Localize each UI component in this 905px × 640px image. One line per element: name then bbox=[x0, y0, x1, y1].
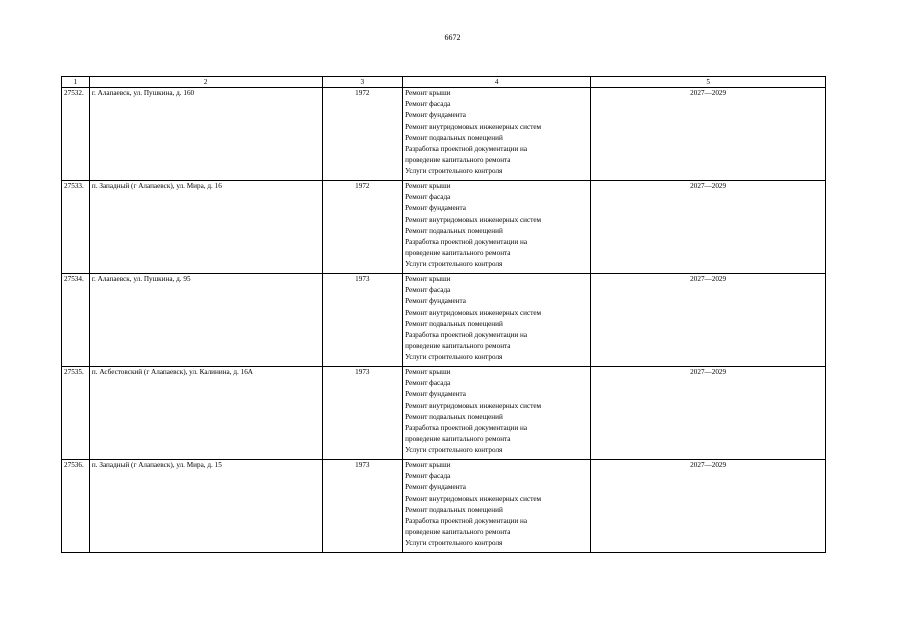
address-cell: п. Западный (г Алапаевск), ул. Мира, д. 16 bbox=[89, 181, 322, 274]
works-cell bbox=[403, 88, 591, 181]
work-item: Ремонт фундамента bbox=[405, 204, 466, 213]
period-cell: 2027—2029 bbox=[591, 88, 826, 181]
year-cell: 1973 bbox=[322, 274, 403, 367]
period-cell: 2027—2029 bbox=[591, 367, 826, 460]
work-item: Ремонт крыши bbox=[405, 182, 451, 190]
work-item: Разработка проектной документации на bbox=[405, 145, 528, 154]
column-header: 4 bbox=[403, 77, 591, 88]
row-number: 27536. bbox=[62, 460, 90, 553]
work-item: Разработка проектной документации на bbox=[405, 517, 528, 526]
work-item: Ремонт внутридомовых инженерных систем bbox=[405, 401, 542, 410]
work-item: проведение капитального ремонта bbox=[405, 249, 511, 258]
table-row bbox=[62, 460, 826, 553]
work-item: Разработка проектной документации на bbox=[405, 424, 528, 433]
work-item: Ремонт крыши bbox=[405, 368, 451, 376]
row-number: 27532. bbox=[62, 88, 90, 181]
year-cell: 1972 bbox=[322, 88, 403, 181]
work-item: Ремонт крыши bbox=[405, 461, 451, 469]
page-number: 6672 bbox=[444, 33, 461, 42]
work-item: Ремонт фундамента bbox=[405, 297, 466, 306]
work-item: Ремонт фундамента bbox=[405, 390, 466, 399]
work-item: проведение капитального ремонта bbox=[405, 528, 511, 537]
table-row bbox=[62, 88, 826, 181]
work-item: Ремонт фасада bbox=[405, 379, 451, 388]
work-item: Ремонт фундамента bbox=[405, 483, 466, 492]
work-item: Ремонт внутридомовых инженерных систем bbox=[405, 122, 542, 131]
column-header: 3 bbox=[322, 77, 403, 88]
table-row bbox=[62, 181, 826, 274]
period-cell: 2027—2029 bbox=[591, 181, 826, 274]
work-item: Услуги строительного контроля bbox=[405, 167, 503, 176]
work-item: Ремонт фасада bbox=[405, 193, 451, 202]
work-item: Ремонт внутридомовых инженерных систем bbox=[405, 494, 542, 503]
work-item: проведение капитального ремонта bbox=[405, 435, 511, 444]
address-cell: п. Западный (г Алапаевск), ул. Мира, д. 15 bbox=[89, 460, 322, 553]
period-cell: 2027—2029 bbox=[591, 274, 826, 367]
work-item: Ремонт крыши bbox=[405, 89, 451, 97]
table-row bbox=[62, 274, 826, 367]
year-cell: 1973 bbox=[322, 460, 403, 553]
period-cell: 2027—2029 bbox=[591, 460, 826, 553]
column-header: 2 bbox=[89, 77, 322, 88]
work-item: Услуги строительного контроля bbox=[405, 260, 503, 269]
header-row bbox=[62, 77, 826, 88]
year-cell: 1972 bbox=[322, 181, 403, 274]
row-number: 27533. bbox=[62, 181, 90, 274]
work-item: Услуги строительного контроля bbox=[405, 446, 503, 455]
work-item: Услуги строительного контроля bbox=[405, 353, 503, 362]
work-item: Ремонт подвальных помещений bbox=[405, 505, 503, 514]
work-item: Ремонт крыши bbox=[405, 275, 451, 283]
repair-schedule-table bbox=[61, 76, 826, 553]
works-cell bbox=[403, 367, 591, 460]
address-cell: г. Алапаевск, ул. Пушкина, д. 95 bbox=[89, 274, 322, 367]
work-item: Ремонт подвальных помещений bbox=[405, 319, 503, 328]
work-item: Ремонт подвальных помещений bbox=[405, 133, 503, 142]
row-number: 27535. bbox=[62, 367, 90, 460]
work-item: Ремонт подвальных помещений bbox=[405, 226, 503, 235]
address-cell: г. Алапаевск, ул. Пушкина, д. 160 bbox=[89, 88, 322, 181]
work-item: Ремонт фасада bbox=[405, 472, 451, 481]
address-cell: п. Асбестовский (г Алапаевск), ул. Калинина, д. 16А bbox=[89, 367, 322, 460]
column-header: 5 bbox=[591, 77, 826, 88]
work-item: Ремонт фасада bbox=[405, 100, 451, 109]
work-item: Ремонт внутридомовых инженерных систем bbox=[405, 215, 542, 224]
year-cell: 1973 bbox=[322, 367, 403, 460]
work-item: Разработка проектной документации на bbox=[405, 238, 528, 247]
work-item: Ремонт фундамента bbox=[405, 111, 466, 120]
works-cell bbox=[403, 181, 591, 274]
works-cell bbox=[403, 274, 591, 367]
row-number: 27534. bbox=[62, 274, 90, 367]
work-item: Ремонт внутридомовых инженерных систем bbox=[405, 308, 542, 317]
works-cell bbox=[403, 460, 591, 553]
work-item: Ремонт фасада bbox=[405, 286, 451, 295]
work-item: Ремонт подвальных помещений bbox=[405, 412, 503, 421]
work-item: Услуги строительного контроля bbox=[405, 539, 503, 548]
work-item: проведение капитального ремонта bbox=[405, 342, 511, 351]
table-row bbox=[62, 367, 826, 460]
work-item: проведение капитального ремонта bbox=[405, 156, 511, 165]
column-header: 1 bbox=[62, 77, 90, 88]
work-item: Разработка проектной документации на bbox=[405, 331, 528, 340]
